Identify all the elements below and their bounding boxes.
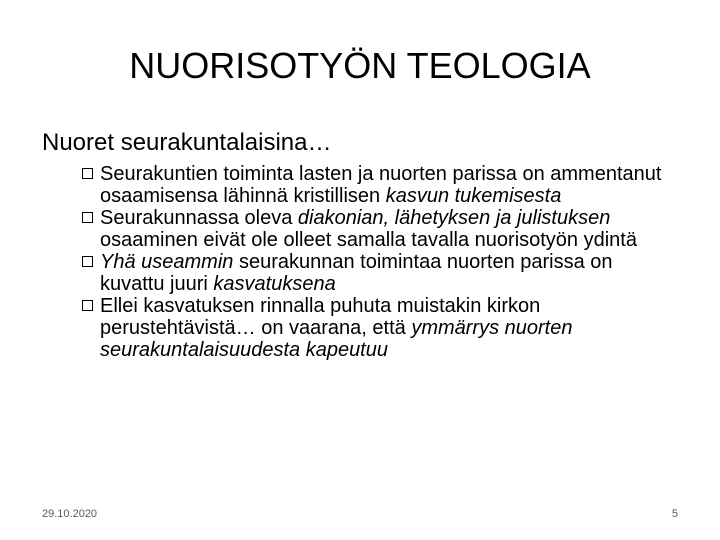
bullet-item	[82, 207, 682, 251]
bullet-item	[82, 295, 682, 361]
bullet-text-segment: diakonian, lähetyksen ja julistuksen	[297, 207, 611, 229]
bullet-text-segment: Seurakuntien toiminta lasten ja nuorten parissa on ammentanut osaamisensa lähinnä kristillisen	[100, 163, 662, 207]
bullet-text-segment: seurakunnan toimintaa nuorten parissa on kuvattu juuri	[100, 251, 613, 295]
lead-text: Nuoret seurakuntalaisina…	[42, 129, 332, 156]
bullet-text-segment: kasvatuksena	[213, 273, 336, 295]
bullet-text-segment: kasvun tukemisesta	[385, 185, 562, 207]
checkbox-bullet-icon	[82, 300, 93, 311]
bullet-list	[82, 163, 682, 361]
bullet-text-segment: Seurakunnassa oleva	[100, 207, 298, 229]
page-number: 5	[671, 508, 678, 520]
checkbox-bullet-icon	[82, 168, 93, 179]
bullet-text-segment: osaaminen eivät ole olleet samalla tavalla nuorisotyön ydintä	[100, 229, 637, 251]
bullet-text-segment: ymmärrys nuorten seurakuntalaisuudesta kapeutuu	[100, 317, 573, 361]
checkbox-bullet-icon	[82, 212, 93, 223]
checkbox-bullet-icon	[82, 256, 93, 267]
slide-title: NUORISOTYÖN TEOLOGIA	[129, 45, 591, 86]
bullet-text-segment: Ellei kasvatuksen rinnalla puhuta muistakin kirkon perustehtävistä… on vaarana, että	[100, 295, 541, 339]
bullet-item	[82, 251, 682, 295]
bullet-text-segment: Yhä useammin	[100, 251, 234, 273]
footer-date: 29.10.2020	[42, 508, 98, 520]
bullet-item	[82, 163, 682, 207]
